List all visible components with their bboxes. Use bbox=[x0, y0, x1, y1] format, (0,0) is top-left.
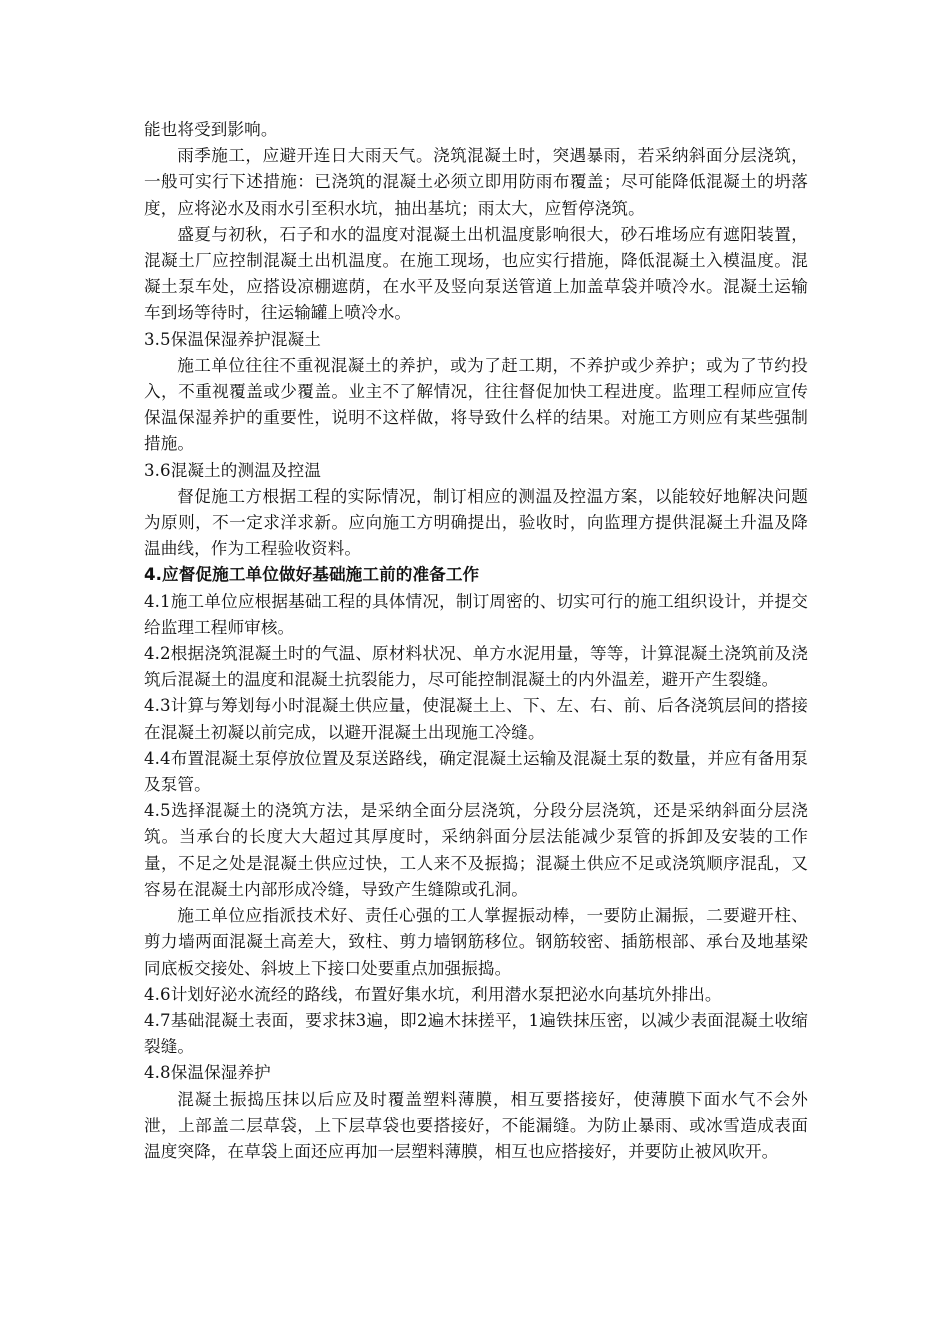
paragraph: 4.1施工单位应根据基础工程的具体情况，制订周密的、切实可行的施工组织设计，并提交给监理工程师审核。 bbox=[144, 591, 808, 637]
section-heading: 4.应督促施工单位做好基础施工前的准备工作 bbox=[144, 565, 480, 585]
paragraph: 能也将受到影响。 bbox=[144, 120, 278, 139]
paragraph: 4.2根据浇筑混凝土时的气温、原材料状况、单方水泥用量，等等，计算混凝土浇筑前及浇筑后混凝土的温度和混凝土抗裂能力，尽可能控制混凝土的内外温差，避开产生裂缝。 bbox=[144, 644, 808, 690]
paragraph: 施工单位往往不重视混凝土的养护，或为了赶工期，不养护或少养护；或为了节约投入，不重视覆盖或少覆盖。业主不了解情况，往往督促加快工程进度。监理工程师应宣传保温保湿养护的重要性，说明不这样做，将导致什么样的结果。对施工方则应有某些强制措施。 bbox=[144, 355, 808, 454]
paragraph: 4.7基础混凝土表面，要求抹3遍，即2遍木抹搓平，1遍铁抹压密，以减少表面混凝土收缩裂缝。 bbox=[144, 1010, 808, 1057]
paragraph: 4.5选择混凝土的浇筑方法，是采纳全面分层浇筑，分段分层浇筑，还是采纳斜面分层浇筑。当承台的长度大大超过其厚度时，采纳斜面分层法能减少泵管的拆卸及安装的工作量，不足之处是混凝土供应过快，工人来不及振捣；混凝土供应不足或浇筑顺序混乱，又容易在混凝土内部形成冷缝，导致产生缝隙或孔洞。 bbox=[144, 801, 808, 899]
paragraph: 4.3计算与筹划每小时混凝土供应量，使混凝土上、下、左、右、前、后各浇筑层间的搭接在混凝土初凝以前完成，以避开混凝土出现施工冷缝。 bbox=[144, 696, 808, 742]
paragraph: 施工单位应指派技术好、责任心强的工人掌握振动棒，一要防止漏振，二要避开柱、剪力墙两面混凝土高差大，致柱、剪力墙钢筋移位。钢筋较密、插筋根部、承台及地基梁同底板交接处、斜坡上下接口处要重点加强振捣。 bbox=[144, 906, 808, 978]
paragraph: 4.6计划好泌水流经的路线，布置好集水坑，利用潜水泵把泌水向基坑外排出。 bbox=[144, 984, 722, 1004]
paragraph: 3.5保温保湿养护混凝土 bbox=[144, 329, 321, 349]
paragraph: 盛夏与初秋，石子和水的温度对混凝土出机温度影响很大，砂石堆场应有遮阳装置，混凝土厂应控制混凝土出机温度。在施工现场，也应实行措施，降低混凝土入模温度。混凝土泵车处，应搭设凉棚遮荫，在水平及竖向泵送管道上加盖草袋并喷冷水。混凝土运输车到场等待时，往运输罐上喷冷水。 bbox=[144, 224, 808, 323]
paragraph: 3.6混凝土的测温及控温 bbox=[144, 460, 321, 480]
paragraph: 督促施工方根据工程的实际情况，制订相应的测温及控温方案，以能较好地解决问题为原则，不一定求洋求新。应向施工方明确提出，验收时，向监理方提供混凝土升温及降温曲线，作为工程验收资料。 bbox=[144, 486, 808, 559]
paragraph: 4.8保温保湿养护 bbox=[144, 1063, 271, 1083]
paragraph: 雨季施工，应避开连日大雨天气。浇筑混凝土时，突遇暴雨，若采纳斜面分层浇筑，一般可实行下述措施：已浇筑的混凝土必须立即用防雨布覆盖；尽可能降低混凝土的坍落度，应将泌水及雨水引至积水坑，抽出基坑；雨太大，应暂停浇筑。 bbox=[144, 146, 808, 218]
paragraph: 混凝土振捣压抹以后应及时覆盖塑料薄膜，相互要搭接好，使薄膜下面水气不会外泄，上部盖二层草袋，上下层草袋也要搭接好，不能漏缝。为防止暴雨、或冰雪造成表面温度突降，在草袋上面还应再加一层塑料薄膜，相互也应搭接好，并要防止被风吹开。 bbox=[144, 1089, 808, 1161]
paragraph: 4.4布置混凝土泵停放位置及泵送路线，确定混凝土运输及混凝土泵的数量，并应有备用泵及泵管。 bbox=[144, 748, 808, 795]
document-page bbox=[144, 117, 808, 1165]
